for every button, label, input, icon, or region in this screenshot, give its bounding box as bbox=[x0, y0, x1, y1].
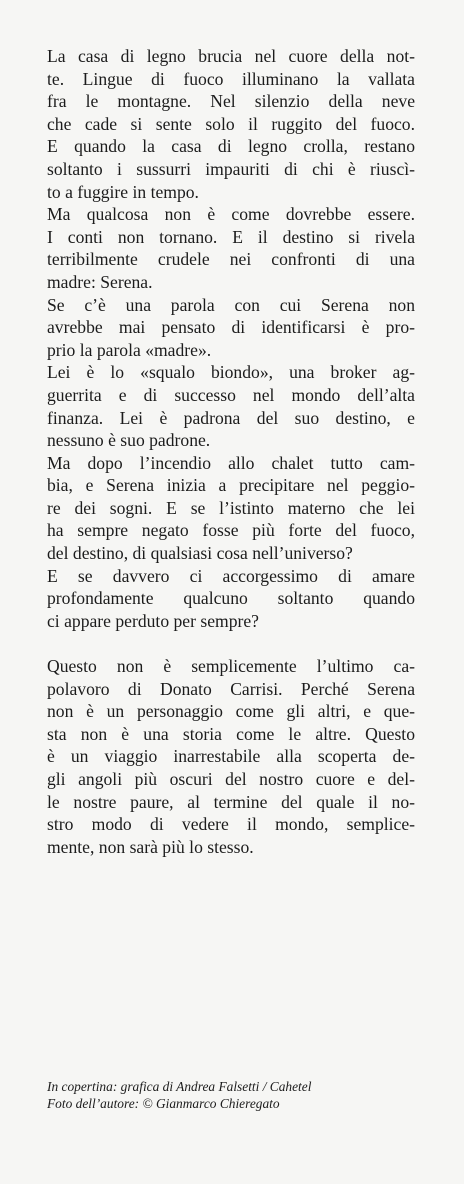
text-line: prio la parola «madre». bbox=[47, 339, 212, 360]
paragraph-love bbox=[47, 565, 415, 633]
paragraph-masterpiece bbox=[47, 655, 415, 858]
text-line: re dei sogni. E se l’istinto materno che lei bbox=[47, 497, 415, 518]
paragraph-chalet bbox=[47, 452, 415, 565]
paragraph-fire bbox=[47, 45, 415, 203]
text-line: terribilmente crudele nei confronti di una bbox=[47, 249, 415, 270]
text-line: Ma qualcosa non è come dovrebbe essere. bbox=[47, 204, 415, 225]
text-line: E se davvero ci accorgessimo di amare bbox=[47, 565, 415, 586]
text-line: stro modo di vedere il mondo, semplice- bbox=[47, 814, 415, 835]
text-line: non è un personaggio come gli altri, e que- bbox=[47, 701, 415, 722]
text-line: te. Lingue di fuoco illuminano la vallata bbox=[47, 68, 415, 89]
text-line: Lei è lo «squalo biondo», una broker ag- bbox=[47, 362, 415, 383]
text-line: Se c’è una parola con cui Serena non bbox=[47, 294, 415, 315]
text-line: La casa di legno brucia nel cuore della not- bbox=[47, 46, 415, 66]
text-line: madre: Serena. bbox=[47, 271, 153, 292]
blurb-text bbox=[47, 45, 415, 858]
text-line: Ma dopo l’incendio allo chalet tutto cam- bbox=[47, 452, 415, 473]
paragraph-spacer bbox=[47, 632, 415, 655]
cover-credits bbox=[47, 1079, 415, 1112]
text-line: fra le montagne. Nel silenzio della neve bbox=[47, 91, 415, 112]
text-line: soltanto i sussurri impauriti di chi è riuscì- bbox=[47, 158, 415, 179]
paragraph-broker bbox=[47, 361, 415, 451]
text-line: gli angoli più oscuri del nostro cuore e del- bbox=[47, 769, 415, 789]
text-line: del destino, di qualsiasi cosa nell’universo? bbox=[47, 543, 353, 564]
author-photo-credit: Foto dell’autore: © Gianmarco Chieregato bbox=[47, 1095, 280, 1111]
text-line: bia, e Serena inizia a precipitare nel peggio- bbox=[47, 475, 415, 496]
text-line: nessuno è suo padrone. bbox=[47, 430, 211, 451]
text-line: ha sempre negato fosse più forte del fuoco, bbox=[47, 520, 415, 541]
text-line: che cade si sente solo il ruggito del fuoco. bbox=[47, 113, 415, 134]
text-line: ci appare perduto per sempre? bbox=[47, 610, 259, 631]
text-line: le nostre paure, al termine del quale il no- bbox=[47, 791, 415, 812]
text-line: guerrita e di successo nel mondo dell’alta bbox=[47, 384, 415, 405]
text-line: I conti non tornano. E il destino si rivela bbox=[47, 226, 415, 247]
text-line: finanza. Lei è padrona del suo destino, e bbox=[47, 407, 415, 428]
text-line: to a fuggire in tempo. bbox=[47, 181, 199, 202]
paragraph-mother bbox=[47, 294, 415, 362]
text-line: polavoro di Donato Carrisi. Perché Serena bbox=[47, 678, 415, 699]
text-line: avrebbe mai pensato di identificarsi è pro- bbox=[47, 317, 415, 338]
paragraph-destiny bbox=[47, 203, 415, 293]
text-line: sta non è una storia come le altre. Questo bbox=[47, 723, 415, 744]
text-line: Questo non è semplicemente l’ultimo ca- bbox=[47, 656, 415, 677]
cover-design-credit: In copertina: grafica di Andrea Falsetti / Cahetel bbox=[47, 1079, 312, 1094]
text-line: mente, non sarà più lo stesso. bbox=[47, 836, 254, 857]
text-line: è un viaggio inarrestabile alla scoperta de- bbox=[47, 746, 415, 767]
text-line: E quando la casa di legno crolla, restano bbox=[47, 136, 415, 157]
text-line: profondamente qualcuno soltanto quando bbox=[47, 588, 415, 609]
